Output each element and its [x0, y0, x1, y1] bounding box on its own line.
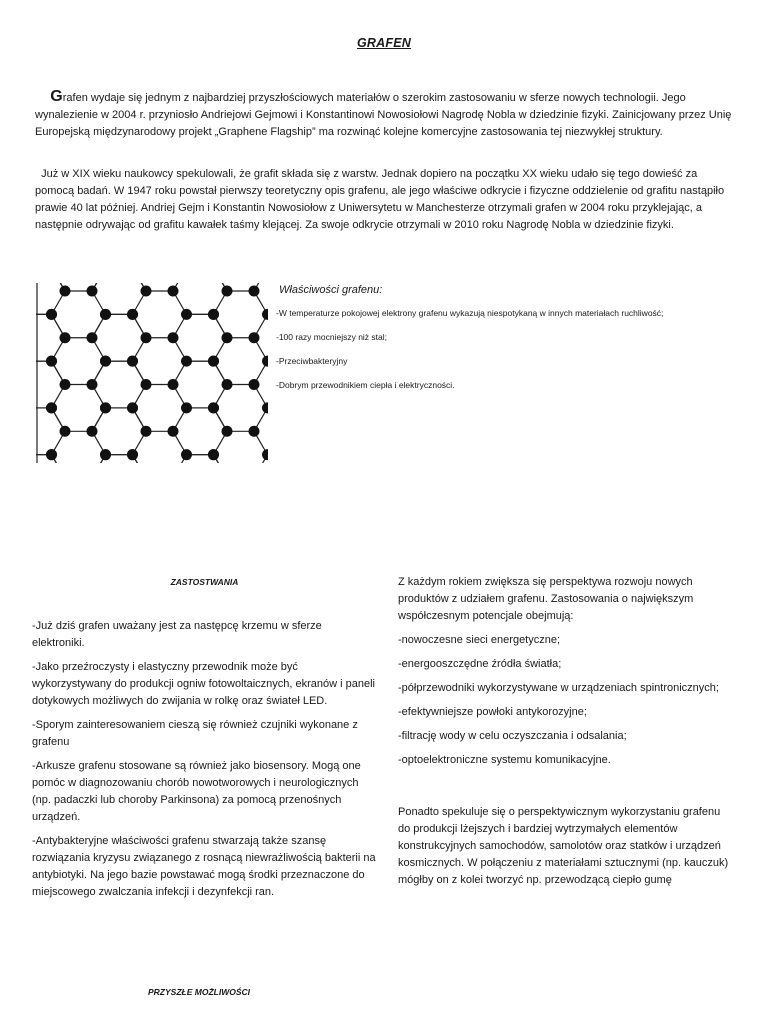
lattice-atom [141, 286, 152, 297]
prospect-item: -półprzewodniki wykorzystywane w urządzeniach spintronicznych; [398, 682, 719, 694]
lattice-atom [222, 426, 233, 437]
lattice-atom [127, 449, 138, 460]
lattice-atom [249, 332, 260, 343]
prospect-item: -optoelektroniczne systemu komunikacyjne. [398, 754, 611, 766]
lattice-atom [181, 449, 192, 460]
lattice-atom [60, 379, 71, 390]
intro-text: wydaje się jednym z najbardziej przyszłościowych materiałów o szerokim zastosowaniu w sferze nowych technologii. Jego wynalezienie w 2004 r. przyniosło Andriejowi Gejmowi i Konstantinowi Nowosiołowi Nagrodę Nobla w dziedzinie fizyki. Zainicjowany przez Unię Europejską międzynarodowy projekt „Graphene Flagship” ma rozwinąć kolejne komercyjne zastosowania tej niezwykłej struktury. [35, 92, 732, 138]
lattice-atom [262, 309, 268, 320]
lattice-atom [181, 356, 192, 367]
lattice-atom [249, 426, 260, 437]
lattice-atom [100, 402, 111, 413]
lattice-atom [100, 449, 111, 460]
lattice-atom [127, 402, 138, 413]
applications-section [32, 574, 377, 908]
lattice-atom [249, 379, 260, 390]
lattice-atom [181, 402, 192, 413]
drop-cap: G [50, 88, 63, 105]
property-item: -W temperaturze pokojowej elektrony grafenu wykazują niespotykaną w innych materiałach ruchliwość; [276, 308, 664, 318]
application-item: -Antybakteryjne właściwości grafenu stwarzają także szansę rozwiązania kryzysu związanego z rosnącą niewrażliwością bakterii na antybiotyki. Na jego bazie powstawać mogą środki przeznaczone do miejscowego zwalczania infekcji i dezynfekcji ran. [32, 835, 376, 898]
prospect-item: -energooszczędne źródła światła; [398, 658, 562, 670]
prospects-intro: Z każdym rokiem zwiększa się perspektywa rozwoju nowych produktów z udziałem grafenu. Zastosowania o największym współczesnym potencjale obejmują: [398, 576, 694, 622]
lattice-atom [208, 309, 219, 320]
lattice-atom [87, 379, 98, 390]
lattice-atom [208, 356, 219, 367]
prospects-section [398, 574, 733, 896]
application-item: -Sporym zainteresowaniem cieszą się również czujniki wykonane z grafenu [32, 719, 358, 748]
lattice-atom [181, 309, 192, 320]
lattice-atom [208, 449, 219, 460]
applications-title: ZASTOSTWANIA [170, 577, 239, 587]
lattice-atom [249, 286, 260, 297]
property-item: -Przeciwbakteryjny [276, 356, 348, 366]
lattice-atom [60, 426, 71, 437]
lattice-atom [168, 332, 179, 343]
lattice-atom [127, 309, 138, 320]
lattice-atom [127, 356, 138, 367]
lattice-atom [168, 379, 179, 390]
lattice-atom [87, 286, 98, 297]
application-item: -Arkusze grafenu stosowane są również jako biosensory. Mogą one pomóc w diagnozowaniu chorób nowotworowych i neurologicznych (np. padaczki lub choroby Parkinsona) za pomocą przenośnych urządzeń. [32, 760, 361, 823]
prospect-item: -nowoczesne sieci energetyczne; [398, 634, 561, 646]
intro-paragraph [35, 88, 735, 141]
lattice-atom [222, 286, 233, 297]
history-paragraph [35, 166, 735, 234]
lattice-atom [222, 332, 233, 343]
lattice-atom [46, 309, 57, 320]
lattice-atom [168, 286, 179, 297]
lattice-atom [60, 286, 71, 297]
prospect-item: -efektywniejsze powłoki antykorozyjne; [398, 706, 587, 718]
graphene-lattice-image [36, 283, 268, 463]
lattice-atom [222, 379, 233, 390]
property-item: -Dobrym przewodnikiem ciepła i elektryczności. [276, 380, 455, 390]
intro-first-word-rest: rafen [62, 92, 88, 104]
lattice-atom [141, 379, 152, 390]
application-item: -Jako przeźroczysty i elastyczny przewodnik może być wykorzystywany do produkcji ogniw fotowoltaicznych, ekranów i paneli dotykowych możliwych do zwijania w rolkę oraz świateł LED. [32, 661, 375, 707]
lattice-atom [208, 402, 219, 413]
lattice-atom [46, 356, 57, 367]
properties-section [276, 284, 716, 403]
lattice-atom [60, 332, 71, 343]
lattice-atom [262, 356, 268, 367]
lattice-atom [46, 449, 57, 460]
lattice-atom [168, 426, 179, 437]
prospect-item: -filtrację wody w celu oczyszczania i odsalania; [398, 730, 627, 742]
lattice-atom [100, 309, 111, 320]
speculation-paragraph: Ponadto spekuluje się o perspektywicznym wykorzystaniu grafenu do produkcji lżejszych i bardziej wytrzymałych elementów konstrukcyjnych samochodów, samolotów oraz statków i urządzeń kosmicznych. W połączeniu z materiałami sztucznymi (np. kauczuk) mógłby on z kolei tworzyć np. przewodzącą ciepło gumę [398, 806, 729, 886]
lattice-atom [141, 426, 152, 437]
future-title: PRZYSZŁE MOŻLIWOŚCI [148, 987, 250, 997]
lattice-frame [37, 284, 268, 463]
property-item: -100 razy mocniejszy niż stal; [276, 332, 388, 342]
lattice-atom [141, 332, 152, 343]
application-item: -Już dziś grafen uważany jest za następcę krzemu w sferze elektroniki. [32, 620, 322, 649]
lattice-atom [87, 332, 98, 343]
page-title: GRAFEN [357, 36, 411, 50]
properties-title: Właściwości grafenu: [279, 284, 383, 296]
lattice-atom [100, 356, 111, 367]
lattice-atom [262, 402, 268, 413]
lattice-atom [46, 402, 57, 413]
lattice-atom [87, 426, 98, 437]
lattice-atom [262, 449, 268, 460]
history-text: Już w XIX wieku naukowcy spekulowali, że grafit składa się z warstw. Jednak dopiero na początku XX wieku udało się tego dowieść za pomocą badań. W 1947 roku powstał pierwszy teoretyczny opis grafenu, ale jego właściwe odkrycie i fizyczne oddzielenie od grafitu nastąpiło prawie 40 lat później. Andriej Gejm i Konstantin Nowosiołow z Uniwersytetu w Manchesterze otrzymali grafen w 2004 roku przyklejając, a następnie odrywając od grafitu kawałek taśmy klejącej. Za swoje odkrycie otrzymali w 2010 roku Nagrodę Nobla w dziedzinie fizyki. [35, 168, 725, 231]
